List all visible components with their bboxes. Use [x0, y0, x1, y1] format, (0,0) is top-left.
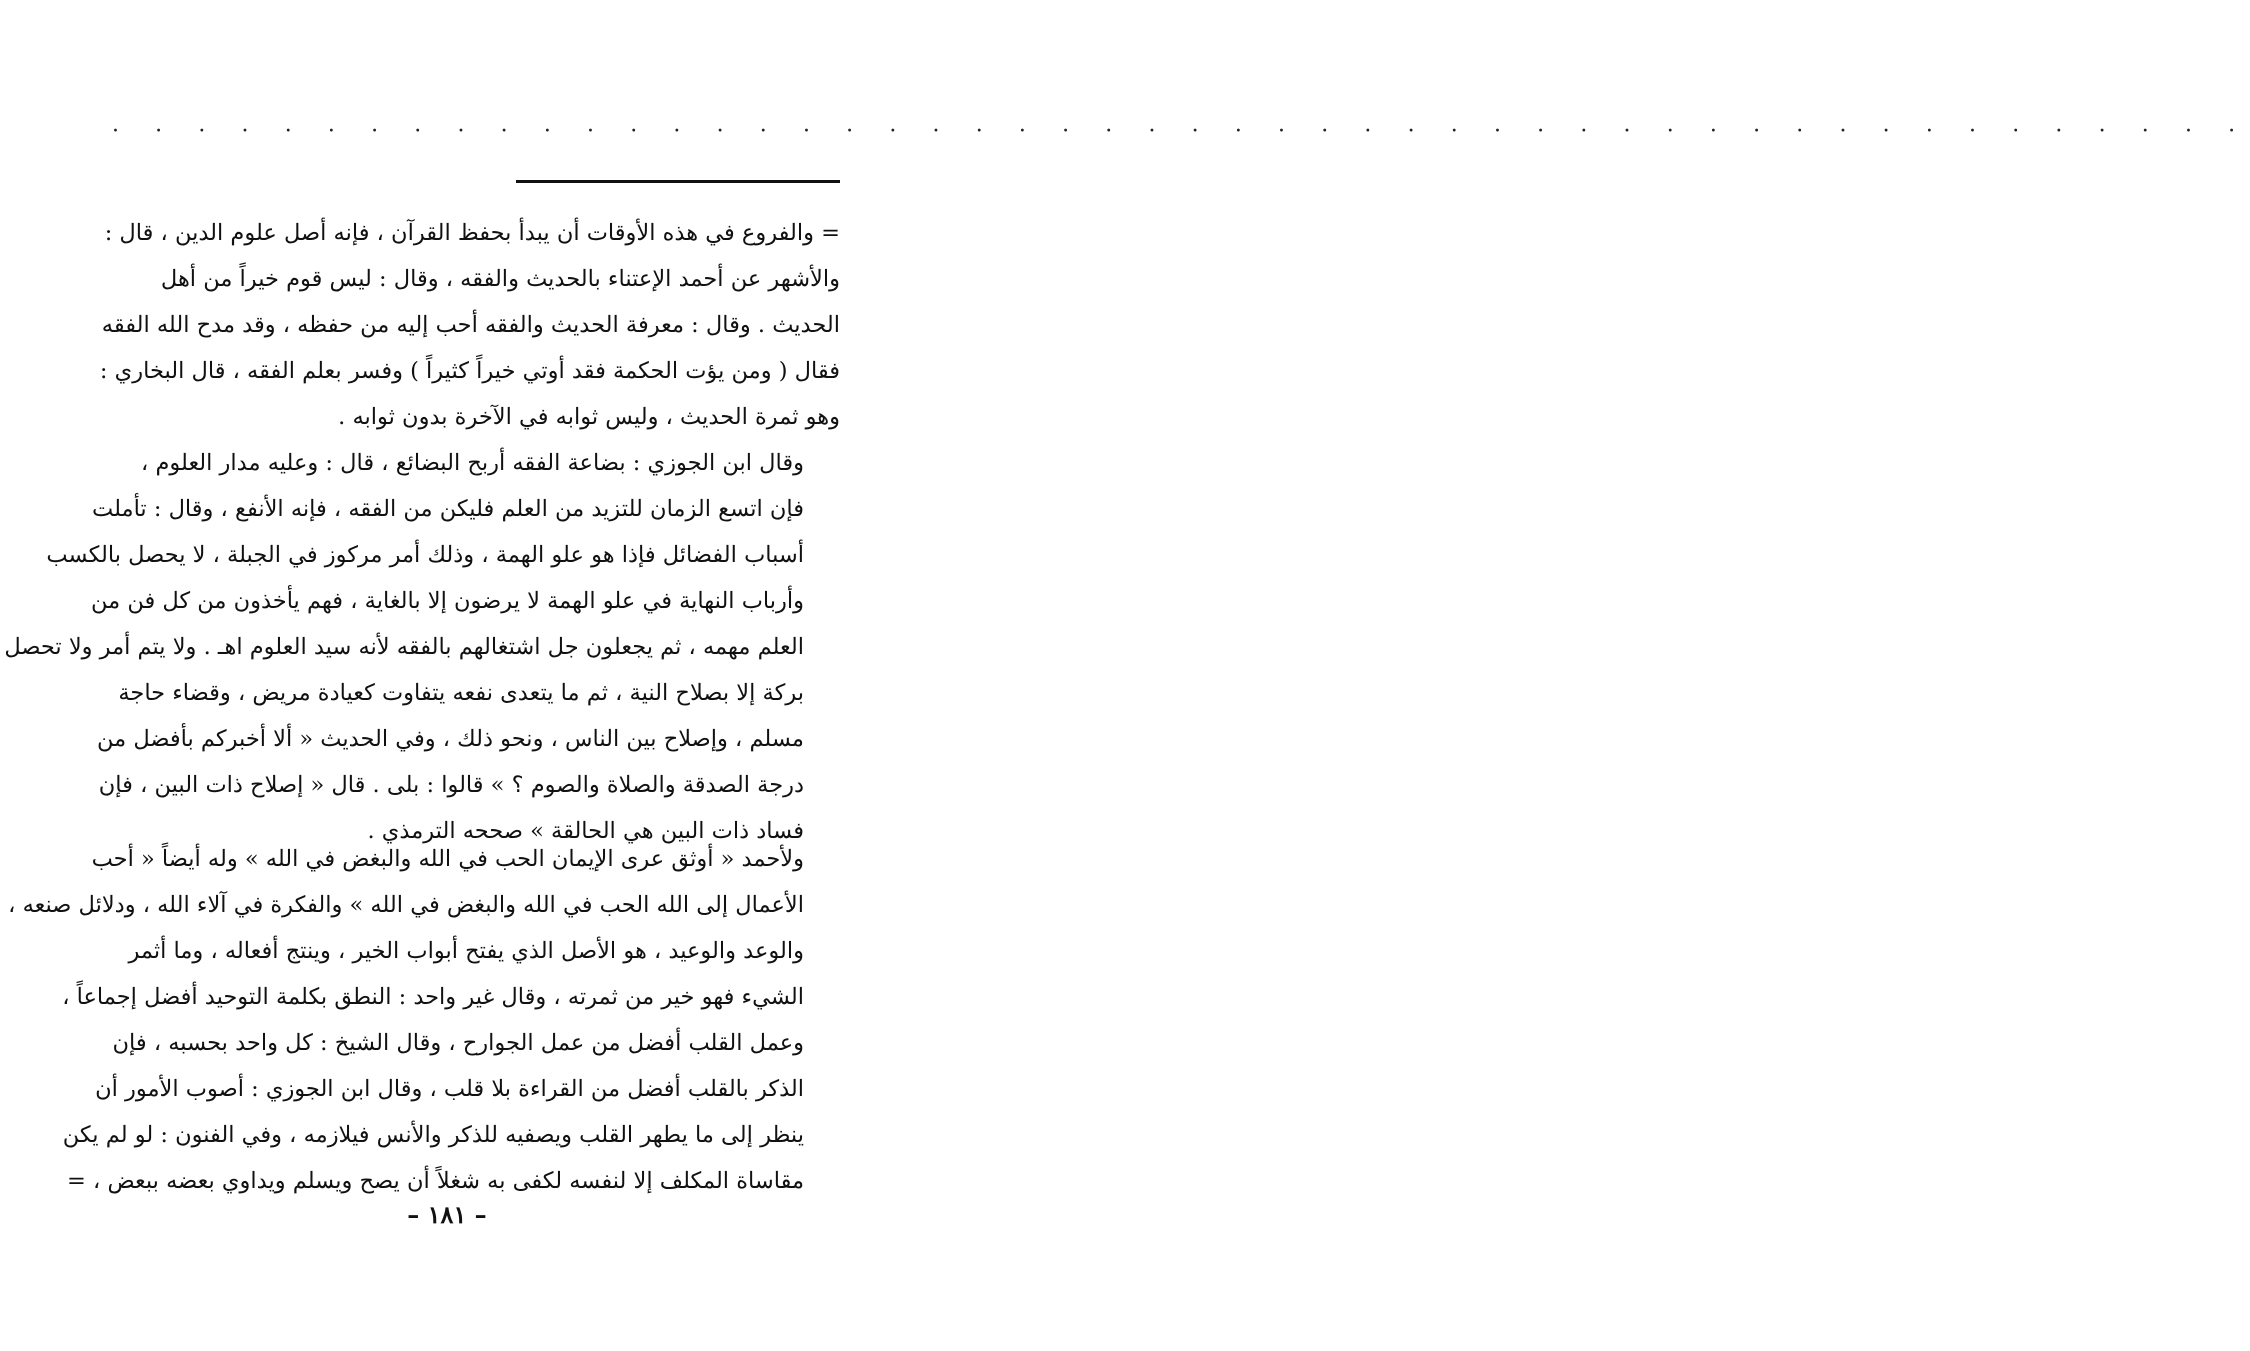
text-line: وهو ثمرة الحديث ، وليس ثوابه في الآخرة بدون ثوابه . — [338, 404, 840, 430]
page-number: – ١٨١ – — [407, 1200, 487, 1229]
text-line: مقاساة المكلف إلا لنفسه لكفى به شغلاً أن يصح ويسلم ويداوي بعضه ببعض ، = — [67, 1168, 804, 1194]
text-line: الشيء فهو خير من ثمرته ، وقال غير واحد : النطق بكلمة التوحيد أفضل إجماعاً ، — [62, 984, 804, 1010]
paragraph-2 — [4, 440, 840, 854]
text-line: ينظر إلى ما يطهر القلب ويصفيه للذكر والأنس فيلازمه ، وفي الفنون : لو لم يكن — [62, 1122, 804, 1148]
text-line: الأعمال إلى الله الحب في الله والبغض في الله » والفكرة في آلاء الله ، ودلائل صنعه ، — [8, 892, 804, 918]
text-line: مسلم ، وإصلاح بين الناس ، ونحو ذلك ، وفي الحديث « ألا أخبركم بأفضل من — [97, 726, 804, 752]
dotted-divider: · · · · · · · · · · · · · · · · · · · · · · · · · · · · · · · · · · · · · · · · · · · · · · · · · · — [112, 119, 2250, 144]
footnote-rule — [516, 180, 840, 183]
text-line: درجة الصدقة والصلاة والصوم ؟ » قالوا : بلى . قال « إصلاح ذات البين ، فإن — [98, 772, 804, 798]
paragraph-3 — [8, 836, 840, 1204]
text-line: الحديث . وقال : معرفة الحديث والفقه أحب إليه من حفظه ، وقد مدح الله الفقه — [101, 312, 840, 338]
text-line: وعمل القلب أفضل من عمل الجوارح ، وقال الشيخ : كل واحد بحسبه ، فإن — [112, 1030, 804, 1056]
text-line: فإن اتسع الزمان للتزيد من العلم فليكن من الفقه ، فإنه الأنفع ، وقال : تأملت — [91, 496, 804, 522]
text-line: = والفروع في هذه الأوقات أن يبدأ بحفظ القرآن ، فإنه أصل علوم الدين ، قال : — [104, 220, 840, 246]
paragraph-1 — [99, 210, 840, 440]
text-line: والأشهر عن أحمد الإعتناء بالحديث والفقه ، وقال : ليس قوم خيراً من أهل — [160, 266, 840, 292]
text-line: فقال ( ومن يؤت الحكمة فقد أوتي خيراً كثيراً ) وفسر بعلم الفقه ، قال البخاري : — [99, 358, 840, 384]
text-line: ولأحمد « أوثق عرى الإيمان الحب في الله والبغض في الله » وله أيضاً « أحب — [91, 846, 804, 872]
text-line: الذكر بالقلب أفضل من القراءة بلا قلب ، وقال ابن الجوزي : أصوب الأمور أن — [95, 1076, 804, 1102]
text-line: والوعد والوعيد ، هو الأصل الذي يفتح أبواب الخير ، وينتج أفعاله ، وما أثمر — [128, 938, 804, 964]
text-line: فساد ذات البين هي الحالقة » صححه الترمذي . — [367, 818, 804, 844]
text-line: بركة إلا بصلاح النية ، ثم ما يتعدى نفعه يتفاوت كعيادة مريض ، وقضاء حاجة — [118, 680, 804, 706]
text-line: وأرباب النهاية في علو الهمة لا يرضون إلا بالغاية ، فهم يأخذون من كل فن من — [90, 588, 804, 614]
text-line: وقال ابن الجوزي : بضاعة الفقه أربح البضائع ، قال : وعليه مدار العلوم ، — [141, 450, 804, 476]
text-line: أسباب الفضائل فإذا هو علو الهمة ، وذلك أمر مركوز في الجبلة ، لا يحصل بالكسب — [46, 542, 804, 568]
text-line: العلم مهمه ، ثم يجعلون جل اشتغالهم بالفقه لأنه سيد العلوم اهـ . ولا يتم أمر ولا تحصل — [4, 634, 804, 660]
